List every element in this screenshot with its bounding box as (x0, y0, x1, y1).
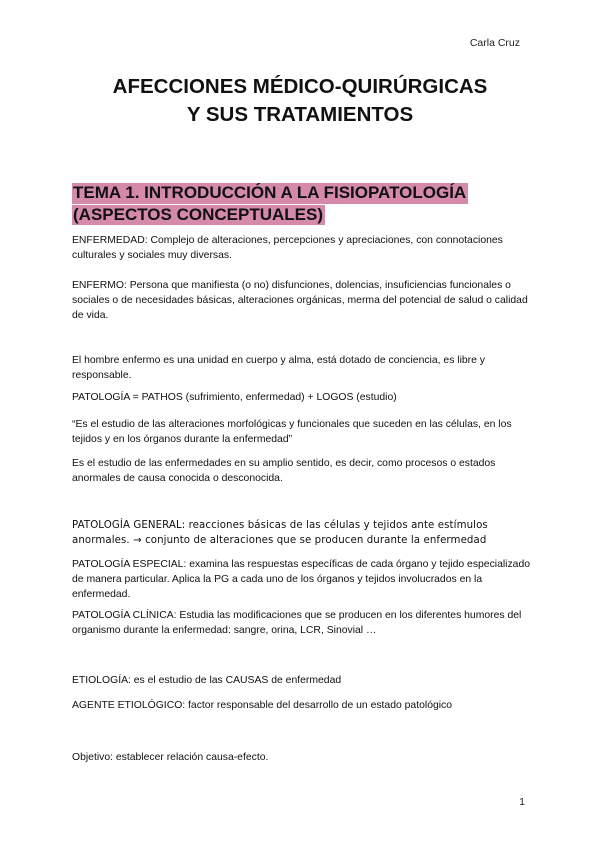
document-title (60, 73, 540, 129)
paragraph-enfermedad: ENFERMEDAD: Complejo de alteraciones, percepciones y apreciaciones, con connotaciones culturales y sociales muy diversas. (72, 235, 503, 261)
section-heading-line-2: (ASPECTOS CONCEPTUALES) (73, 204, 323, 224)
paragraph-patologia-general: PATOLOGÍA GENERAL: reacciones básicas de las células y tejidos ante estímulos anormales. → conjunto de alteraciones que se producen durante la enfermedad (72, 520, 488, 546)
document-title-line-1: AFECCIONES MÉDICO-QUIRÚRGICAS (112, 75, 488, 98)
paragraph-estudio: Es el estudio de las enfermedades en su amplio sentido, es decir, como procesos o estados anormales de causa conocida o desconocida. (72, 458, 496, 484)
paragraph-cita: “Es el estudio de las alteraciones morfológicas y funcionales que suceden en las células, en los tejidos y en los órganos durante la enfermedad” (72, 419, 512, 445)
paragraph-agente-etiologico: AGENTE ETIOLÓGICO: factor responsable del desarrollo de un estado patológico (72, 700, 453, 711)
paragraph-patologia-especial: PATOLOGÍA ESPECIAL: examina las respuestas específicas de cada órgano y tejido especializado de manera particular. Aplica la PG a cada uno de los órganos y tejidos involucrados en la enfermedad. (72, 559, 531, 600)
section-heading (72, 183, 468, 226)
author-name: Carla Cruz (469, 37, 520, 49)
paragraph-objetivo: Objetivo: establecer relación causa-efecto. (72, 752, 269, 763)
paragraph-etiologia: ETIOLOGÍA: es el estudio de las CAUSAS de enfermedad (72, 675, 342, 686)
document-title-line-2: Y SUS TRATAMIENTOS (186, 103, 414, 126)
paragraph-patologia-definicion: PATOLOGÍA = PATHOS (sufrimiento, enfermedad) + LOGOS (estudio) (72, 392, 397, 403)
page-number: 1 (519, 796, 525, 808)
paragraph-enfermo: ENFERMO: Persona que manifiesta (o no) disfunciones, dolencias, insuficiencias funcionales o sociales o de necesidades básicas, alteraciones orgánicas, merma del potencial de salud o calidad de vida. (72, 280, 528, 321)
paragraph-patologia-clinica: PATOLOGÍA CLÍNICA: Estudia las modificaciones que se producen en los diferentes humores del organismo durante la enfermedad: sangre, orina, LCR, Sinovial … (72, 610, 522, 636)
section-heading-line-1: TEMA 1. INTRODUCCIÓN A LA FISIOPATOLOGÍA (73, 183, 467, 202)
paragraph-hombre-enfermo: El hombre enfermo es una unidad en cuerpo y alma, está dotado de conciencia, es libre y responsable. (72, 355, 485, 381)
